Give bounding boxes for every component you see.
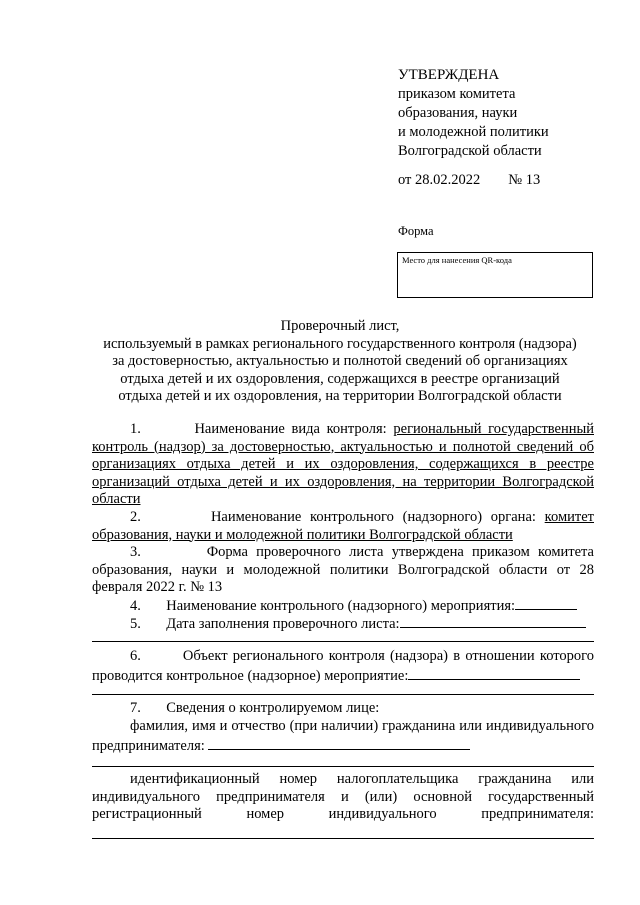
item-6-input-line[interactable] bbox=[408, 666, 580, 680]
approval-date: от 28.02.2022 bbox=[398, 172, 481, 188]
qr-placeholder-label: Место для нанесения QR-кода bbox=[402, 255, 512, 265]
item-7-number: 7. bbox=[130, 700, 141, 716]
item-6-number: 6. bbox=[130, 648, 141, 664]
item-7-inn-paragraph bbox=[92, 771, 594, 824]
item-1-label: Наименование вида контроля: bbox=[194, 421, 387, 437]
item-7-inn bbox=[92, 771, 594, 824]
item-7-text: Сведения о контролируемом лице: bbox=[166, 700, 380, 716]
item-6 bbox=[92, 648, 594, 685]
item-4 bbox=[92, 596, 594, 616]
title-line: используемый в рамках регионального государственного контроля (надзора) bbox=[103, 335, 577, 352]
item-4-input-line[interactable] bbox=[515, 596, 577, 610]
title-line: за достоверностью, актуальностью и полнотой сведений об организациях bbox=[112, 353, 568, 369]
item-3-text: Форма проверочного листа утверждена приказом комитета образования, науки и молодежной политики Волгоградской области от 28 февраля 2022 г. № 13 bbox=[92, 544, 594, 595]
item-3-number: 3. bbox=[130, 544, 141, 560]
form-label: Форма bbox=[398, 224, 434, 238]
item-2-label: Наименование контрольного (надзорного) органа: bbox=[210, 509, 536, 525]
item-7-fio bbox=[92, 718, 594, 755]
item-5-text: Дата заполнения проверочного листа: bbox=[166, 616, 400, 632]
approval-line: приказом комитета bbox=[398, 86, 516, 102]
item-5-number: 5. bbox=[130, 616, 141, 632]
approval-line: и молодежной политики bbox=[398, 124, 549, 140]
item-6-paragraph bbox=[92, 648, 594, 685]
title-line: Проверочный лист, bbox=[280, 318, 400, 334]
item-2-paragraph bbox=[92, 509, 594, 544]
item-3-paragraph bbox=[92, 544, 594, 597]
item-1-paragraph bbox=[92, 421, 594, 509]
item-7 bbox=[92, 700, 594, 718]
item-5-extra-line[interactable] bbox=[92, 641, 594, 642]
item-6-extra-line[interactable] bbox=[92, 694, 594, 695]
qr-code-placeholder bbox=[397, 252, 593, 298]
item-7-fio-text: фамилия, имя и отчество (при наличии) гражданина или индивидуального предпринимателя: bbox=[92, 718, 594, 754]
item-1-number: 1. bbox=[130, 421, 141, 437]
item-4-text: Наименование контрольного (надзорного) мероприятия: bbox=[166, 598, 516, 614]
approval-line: Волгоградской области bbox=[398, 143, 542, 159]
item-3 bbox=[92, 544, 594, 597]
title-line: отдыха детей и их оздоровления, содержащихся в реестре организаций bbox=[120, 370, 560, 387]
item-7-fio-input-line[interactable] bbox=[208, 736, 470, 750]
item-1-value: региональный государственный контроль (надзор) за достоверностью, актуальностью и полнотой сведений об организациях отдыха детей и их оздоровления, содержащихся в реестре организаций отдыха детей и их оздоровления, на территории Волгоградской области bbox=[92, 421, 594, 507]
approval-heading: УТВЕРЖДЕНА bbox=[398, 67, 500, 83]
item-2-value: комитет образования, науки и молодежной политики Волгоградской области bbox=[92, 509, 594, 543]
item-7-inn-input-line[interactable] bbox=[92, 838, 594, 839]
item-7-fio-extra-line[interactable] bbox=[92, 766, 594, 767]
item-5-input-line[interactable] bbox=[400, 614, 586, 628]
item-2-number: 2. bbox=[130, 509, 141, 525]
item-4-number: 4. bbox=[130, 598, 141, 614]
item-2 bbox=[92, 509, 594, 544]
item-5 bbox=[92, 614, 594, 634]
item-7-inn-text: идентификационный номер налогоплательщика гражданина или индивидуального предпринимателя и (или) основной государственный регистрационный номер индивидуального предпринимателя: bbox=[92, 771, 594, 822]
approval-line: образования, науки bbox=[398, 105, 518, 121]
approval-number: № 13 bbox=[508, 172, 541, 188]
document-title bbox=[70, 318, 610, 406]
item-7-fio-paragraph bbox=[92, 718, 594, 755]
item-1 bbox=[92, 421, 594, 509]
title-line: отдыха детей и их оздоровления, на территории Волгоградской области bbox=[118, 388, 562, 404]
approval-block bbox=[398, 66, 549, 161]
approval-date-line bbox=[398, 172, 540, 189]
item-6-text: Объект регионального контроля (надзора) в отношении которого проводится контрольное (надзорное) мероприятие: bbox=[92, 648, 594, 684]
